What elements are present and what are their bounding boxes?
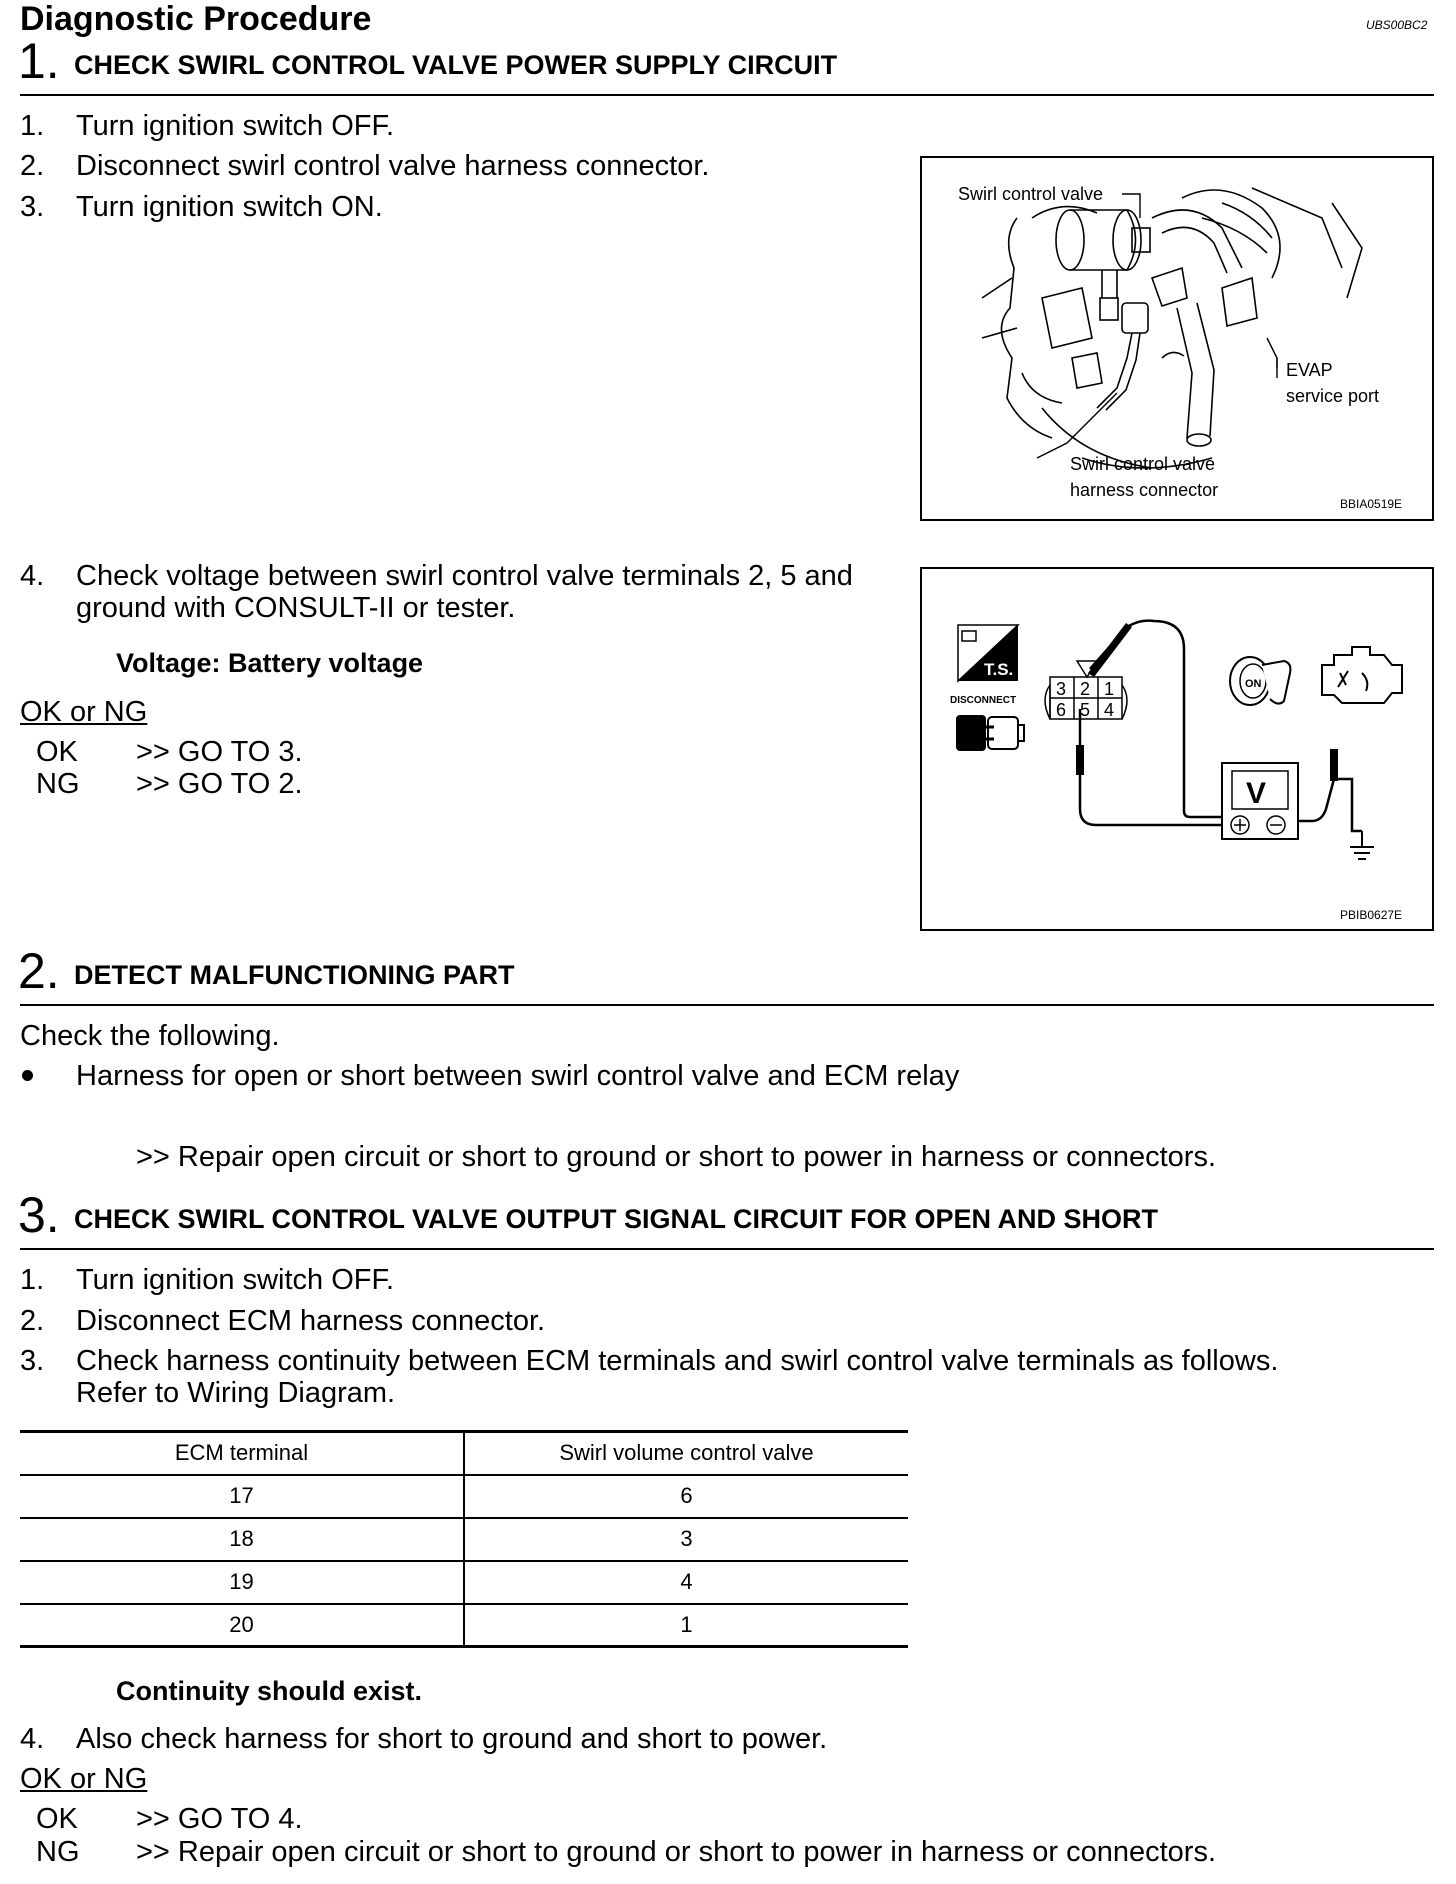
voltage-check-diagram (922, 569, 1432, 929)
table-cell: 17 (20, 1475, 464, 1518)
connector-terminals (1045, 661, 1127, 720)
s1-ok-label: OK (36, 736, 78, 768)
s2-bullet-text: Harness for open or short between swirl control valve and ECM relay (76, 1060, 960, 1092)
pin-5: 5 (1080, 700, 1091, 720)
s3-ok-ng-label: OK or NG (20, 1763, 148, 1795)
table-row (20, 1475, 908, 1518)
table-cell: 18 (20, 1518, 464, 1561)
s3-spec: Continuity should exist. (116, 1676, 423, 1706)
continuity-table (20, 1430, 908, 1648)
section2-number: 2. (18, 943, 60, 999)
label-evap-line1: EVAP (1286, 360, 1333, 380)
label-evap-line2: service port (1286, 386, 1380, 406)
figure2-code: PBIB0627E (1340, 908, 1403, 922)
s3-step3-text-line2: Refer to Wiring Diagram. (76, 1377, 396, 1409)
table-header-valve: Swirl volume control valve (464, 1432, 908, 1475)
s1-step2-text: Disconnect swirl control valve harness connector. (76, 150, 710, 182)
s1-step1-number: 1. (20, 110, 45, 142)
section3-rule (20, 1248, 1434, 1250)
table-cell: 3 (464, 1518, 908, 1561)
bullet-icon (22, 1070, 33, 1081)
s1-ng-label: NG (36, 768, 80, 800)
s3-step2-text: Disconnect ECM harness connector. (76, 1305, 546, 1337)
table-cell: 4 (464, 1561, 908, 1604)
s3-step3-text-line1: Check harness continuity between ECM terminals and swirl control valve terminals as follows. (76, 1345, 1279, 1377)
engine-icon (1322, 647, 1402, 703)
s3-ok-label: OK (36, 1803, 78, 1835)
pin-1: 1 (1104, 679, 1115, 699)
s1-step4-text-line2: ground with CONSULT-II or tester. (76, 592, 516, 624)
table-row (20, 1561, 908, 1604)
s3-step4-number: 4. (20, 1723, 45, 1755)
s3-ng-label: NG (36, 1836, 80, 1868)
s1-step1-text: Turn ignition switch OFF. (76, 110, 395, 142)
s1-ok-text: >> GO TO 3. (136, 736, 303, 768)
figure1-code: BBIA0519E (1340, 497, 1403, 511)
s1-ng-text: >> GO TO 2. (136, 768, 303, 800)
ground-icon (1350, 831, 1374, 859)
s3-step1-number: 1. (20, 1264, 45, 1296)
table-row (20, 1518, 908, 1561)
pin-2: 2 (1080, 679, 1091, 699)
on-label: ON (1245, 678, 1262, 690)
voltage-check-figure (920, 567, 1434, 931)
table-cell: 20 (20, 1604, 464, 1647)
section1-number: 1. (18, 33, 60, 89)
ts-icon (958, 625, 1018, 681)
s3-step1-text: Turn ignition switch OFF. (76, 1264, 395, 1296)
section2-title: DETECT MALFUNCTIONING PART (74, 960, 515, 990)
table-header-row (20, 1432, 908, 1475)
disconnect-icon (956, 715, 1024, 751)
pin-3: 3 (1056, 679, 1067, 699)
section1-rule (20, 94, 1434, 96)
s1-step2-number: 2. (20, 150, 45, 182)
s1-step3-number: 3. (20, 191, 45, 223)
s3-ng-text: >> Repair open circuit or short to ground or short to power in harness or connectors. (136, 1836, 1217, 1868)
section3-title: CHECK SWIRL CONTROL VALVE OUTPUT SIGNAL CIRCUIT FOR OPEN AND SHORT (74, 1204, 1159, 1234)
label-connector-line2: harness connector (1070, 480, 1219, 500)
s1-step4-number: 4. (20, 560, 45, 592)
ignition-on-icon (1230, 657, 1290, 705)
label-swirl-control-valve: Swirl control valve (958, 184, 1104, 204)
s3-ok-text: >> GO TO 4. (136, 1803, 303, 1835)
s2-result: >> Repair open circuit or short to ground or short to power in harness or connectors. (136, 1141, 1217, 1173)
pin-4: 4 (1104, 700, 1115, 720)
s3-step2-number: 2. (20, 1305, 45, 1337)
disconnect-label: DISCONNECT (950, 695, 1017, 706)
s1-step3-text: Turn ignition switch ON. (76, 191, 383, 223)
section3-number: 3. (18, 1187, 60, 1243)
table-cell: 19 (20, 1561, 464, 1604)
valve-location-figure (920, 156, 1434, 521)
s1-ok-ng-label: OK or NG (20, 696, 148, 728)
table-cell: 1 (464, 1604, 908, 1647)
meter-v-label: V (1246, 777, 1267, 810)
table-cell: 6 (464, 1475, 908, 1518)
engine-illustration (922, 158, 1432, 519)
document-code: UBS00BC2 (1366, 18, 1428, 32)
ts-label: T.S. (984, 660, 1014, 679)
label-connector-line1: Swirl control valve (1070, 454, 1216, 474)
s1-spec: Voltage: Battery voltage (116, 648, 424, 678)
section1-title: CHECK SWIRL CONTROL VALVE POWER SUPPLY CIRCUIT (74, 50, 838, 80)
s1-step4-text-line1: Check voltage between swirl control valve terminals 2, 5 and (76, 560, 853, 592)
voltmeter-icon (1222, 763, 1298, 839)
table-header-ecm: ECM terminal (20, 1432, 464, 1475)
s3-step3-number: 3. (20, 1345, 45, 1377)
page-title: Diagnostic Procedure (20, 0, 372, 38)
s3-step4-text: Also check harness for short to ground and short to power. (76, 1723, 828, 1755)
table-row (20, 1604, 908, 1647)
s2-intro: Check the following. (20, 1020, 280, 1052)
section2-rule (20, 1004, 1434, 1006)
pin-6: 6 (1056, 700, 1067, 720)
